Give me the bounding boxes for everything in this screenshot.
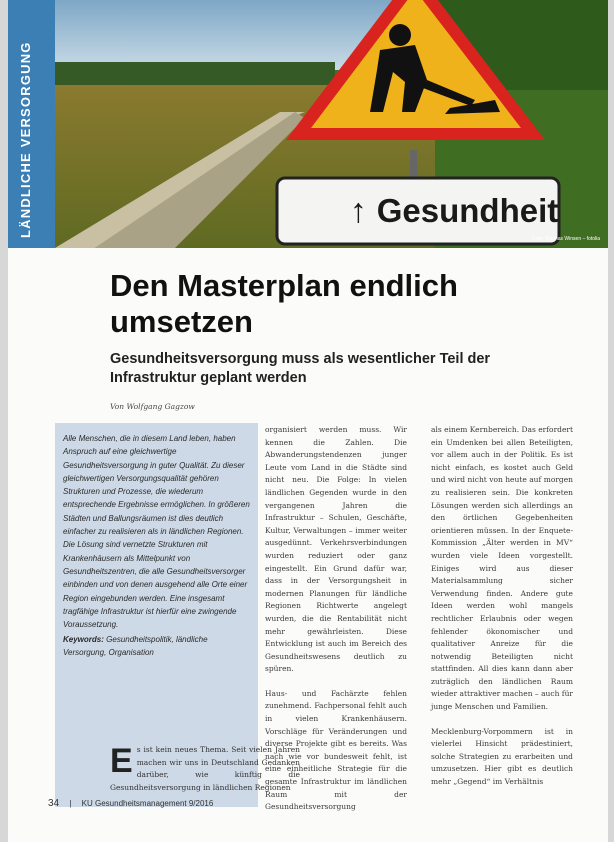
sign-label: Gesundheit — [376, 192, 559, 229]
article-title: Den Masterplan endlich umsetzen — [110, 268, 458, 339]
body-column-2 — [265, 424, 407, 826]
gesundheit-sign — [325, 183, 583, 239]
abstract-text: Alle Menschen, die in diesem Land leben, haben Anspruch auf eine gleichwertige Gesundheitsversorgung in guter Qualität. Zu dieser gleichwertigen Versorgungsqualität gehören Strukturen und Prozesse, die wiederum entsprechende Ergebnisse ermöglichen. In größeren Städten und Ballungsräumen ist dies deutlich einfacher zu realisieren als in ländlichen Regionen. Die Lösung sind vernetzte Strukturen mit Krankenhäusern als Mittelpunkt von Gesundheitszentren, die alle Gesundheitsversorger einbinden und von denen ausgehend alle Orte einer Region eingebunden werden. Eine insgesamt tragfähige Infrastruktur ist hierfür eine zwingende Voraussetzung. — [63, 434, 250, 630]
publication-name: KU Gesundheitsmanagement 9/2016 — [81, 799, 214, 808]
intro-text: s ist kein neues Thema. Seit vielen Jahren machen wir uns in Deutschland Gedanken darüber, wie künftig die Gesundheitsversorgung in ländlichen Regionen — [110, 745, 300, 792]
magazine-page — [8, 0, 608, 842]
section-label: LÄNDLICHE VERSORGUNG — [18, 41, 33, 238]
keywords — [63, 633, 253, 660]
photo-credit: Foto: Thomas Winsen – fotolia — [532, 236, 600, 242]
arrow-up-icon: ↑ — [349, 191, 367, 230]
article-subtitle: Gesundheitsversorgung muss als wesentlicher Teil der Infrastruktur geplant werden — [110, 351, 491, 386]
header-photo — [55, 0, 608, 248]
drop-cap: E — [110, 742, 133, 780]
abstract-box — [55, 423, 300, 807]
keywords-label: Keywords: — [63, 635, 104, 644]
byline: Von Wolfgang Gagzow — [110, 402, 195, 411]
body-paragraph: Mecklenburg-Vorpommern ist in vielerlei Hinsicht prädestiniert, solche Strategien zu erarbeiten und umzusetzen. Hier gibt es deutlich mehr „Gegend“ im Verhältnis — [431, 726, 573, 787]
body-paragraph: Haus- und Fachärzte fehlen zunehmend. Fachpersonal fehlt auch in vielen Krankenhäusern. Vorschläge für Veränderungen und diverse Projekte gibt es bereits. Was nach wie vor bundesweit fehlt, ist eine einheitliche Strategie für die gesamte Infrastruktur im ländlichen Raum mit der Gesundheitsversorgung — [265, 688, 407, 812]
page-footer — [48, 798, 213, 809]
section-sidebar-band — [8, 0, 55, 248]
body-paragraph: als einem Kernbereich. Das erfordert ein Umdenken bei allen Beteiligten, vor allem auch in der Politik. Es ist nicht einfach, es kostet auch Geld und wird nicht von heute auf morgen zu realisieren sein. Die konkreten Lösungen werden sich allerdings an den örtlichen Gegebenheiten orientieren müssen. In der Enquete-Kommission „Älter werden in MV“ wurden viele Ideen vorgestellt. Einiges wird aus dieser Materialsammlung sicher Verwendung finden. Andere gute Ideen werden wohl mangels rechtlicher Erlaubnis oder wegen fehlender ökonomischer und qualitativer Anreize für die notwendig Beteiligten nicht stattfinden. All dies kann dann aber zuträglich den ländlichen Raum wieder attraktiver machen – auch für junge Menschen und Familien. — [431, 425, 573, 712]
body-column-3 — [431, 424, 573, 801]
footer-separator: | — [69, 799, 72, 808]
body-paragraph: organisiert werden muss. Wir kennen die Zahlen. Die Abwanderungstendenzen junger Leute vom Land in die Städte sind nicht neu. Die Folge: In vielen ländlichen Gegenden wurde in den vergangenen Jahren die Infrastruktur – Schulen, Geschäfte, Kultur, Verwaltungen – immer weiter ausgedünnt. Verkehrsverbindungen wurden reduziert oder ganz eingestellt. Ein Grund dafür war, dass in der Versorgungsheit in modernen Planungen für ländliche Regionen Richtwerte angelegt wurden, die die Rentabilität nicht mehr gewährleisten. Diese Entwicklung ist auch im Bereich des Gesundheitswesens deutlich zu spüren. — [265, 425, 407, 674]
keywords-list: Gesundheitspolitik, ländliche Versorgung, Organisation — [63, 635, 208, 658]
page-number: 34 — [48, 798, 60, 809]
